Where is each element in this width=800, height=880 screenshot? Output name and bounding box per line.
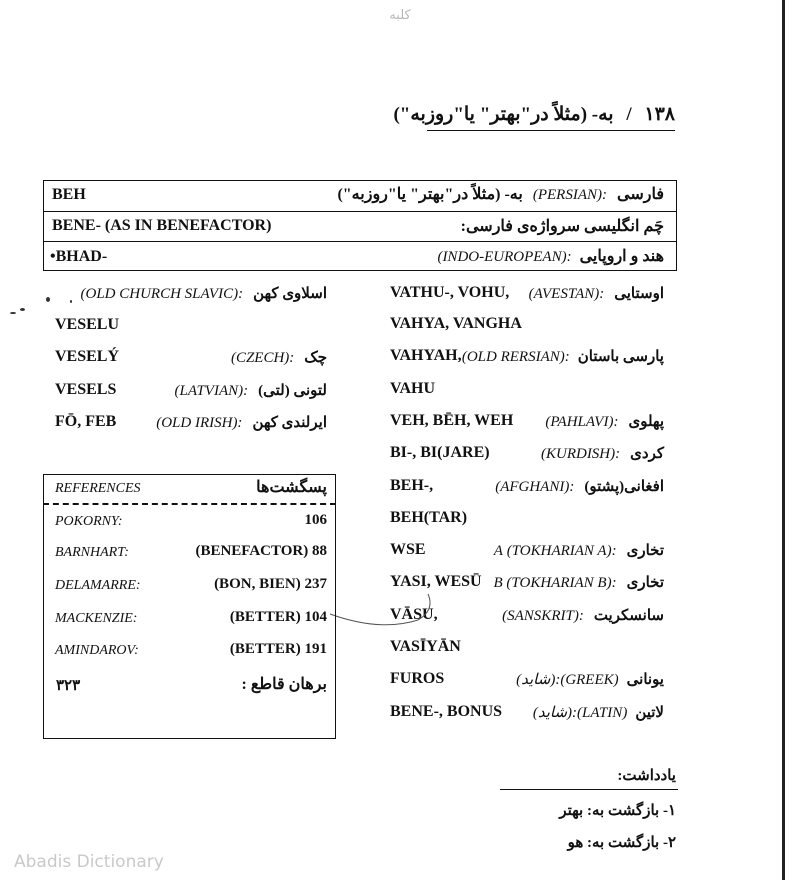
old-persian-entry xyxy=(462,347,664,366)
header-underline xyxy=(427,130,675,131)
persian-form: به- (مثلاً در"بهتر" یا"روزبه") xyxy=(337,186,523,203)
header-separator: / xyxy=(626,104,632,125)
right-cognate-word: VĀSU, xyxy=(390,606,438,623)
irish-lang: :(OLD IRISH) xyxy=(156,415,243,431)
pie-root: •BHAD- xyxy=(50,248,108,265)
page-header xyxy=(393,103,675,126)
right-cognate-word: VAHYA, VANGHA xyxy=(390,315,522,332)
page-number: ۱۳۸ xyxy=(644,104,675,125)
reference-name: AMINDAROV: xyxy=(55,643,139,658)
irish-label: ایرلندی کهن xyxy=(252,415,327,431)
sanskrit-entry xyxy=(502,606,664,625)
kurdish-label: کردی xyxy=(630,446,664,462)
czech-label: چک xyxy=(304,350,327,366)
tokharian-a-entry xyxy=(494,541,664,560)
burhan-value: ۳۲۳ xyxy=(56,678,81,694)
right-cognate-word: BEH-, xyxy=(390,477,434,494)
old-persian-lang: :(OLD RERSIAN) xyxy=(461,349,570,365)
ocs-header xyxy=(80,284,327,303)
afghani-entry xyxy=(495,477,664,496)
reference-name: POKORNY: xyxy=(55,514,123,529)
afghani-label: افغانی(پشتو) xyxy=(584,479,664,495)
right-cognate-word: BEH(TAR) xyxy=(390,509,468,526)
reference-value: (BETTER) 104 xyxy=(229,609,327,625)
notes-underline xyxy=(500,789,678,790)
right-cognate-word: VATHU-, VOHU, xyxy=(390,284,510,301)
note-item: ۱- بازگشت به: بهتر xyxy=(559,803,676,819)
left-cognate-word: VESELU xyxy=(55,316,120,333)
reference-name: MACKENZIE: xyxy=(55,611,138,626)
watermark: Abadis Dictionary xyxy=(14,852,164,872)
references-dashed-rule xyxy=(43,503,336,505)
page-edge-rule xyxy=(782,0,785,880)
latvian-lang: :(LATVIAN) xyxy=(174,383,249,399)
left-cognate-word: VESELÝ xyxy=(55,348,120,365)
irish-entry xyxy=(156,413,327,432)
persian-label: فارسی xyxy=(617,186,664,203)
right-cognate-word: BI-, BI(JARE) xyxy=(390,444,490,461)
pahlavi-entry xyxy=(545,412,664,431)
english-cognate-label: چَم انگلیسی سرواژه‌ی فارسی: xyxy=(460,218,664,235)
etymology-divider xyxy=(43,211,677,212)
note-item: ۲- بازگشت به: هو xyxy=(567,835,676,851)
reference-value: (BENEFACTOR) 88 xyxy=(195,543,327,559)
scan-speck xyxy=(46,297,50,302)
latvian-entry xyxy=(175,381,328,400)
czech-entry xyxy=(231,348,327,367)
pahlavi-label: پهلوی xyxy=(628,414,664,430)
notes-title: یادداشت: xyxy=(617,768,676,784)
latin-label: لاتین xyxy=(635,705,664,721)
latin-entry xyxy=(533,703,664,722)
greek-entry xyxy=(516,670,664,689)
old-persian-label: پارسی باستان xyxy=(577,349,664,365)
tokharian-a-label: تخاری xyxy=(626,543,664,559)
reference-value: (BETTER) 191 xyxy=(229,641,327,657)
latvian-label: لتونی (لتی) xyxy=(258,383,327,399)
ocs-label: اسلاوی کهن xyxy=(253,286,327,302)
pie-label: هند و اروپایی xyxy=(579,248,664,265)
left-cognate-word: FŌ, FEB xyxy=(55,413,117,430)
tokharian-a-lang: :(TOKHARIAN A) A xyxy=(493,543,617,559)
reference-name: DELAMARRE: xyxy=(55,578,141,593)
right-cognate-word: VEH, BĒH, WEH xyxy=(390,412,514,429)
czech-lang: :(CZECH) xyxy=(230,350,295,366)
ocs-lang: :(OLD CHURCH SLAVIC) xyxy=(80,286,244,302)
avestan-entry xyxy=(529,284,664,303)
references-title-en: REFERENCES xyxy=(55,481,141,496)
right-cognate-word: FUROS xyxy=(390,670,445,687)
right-cognate-word: BENE-, BONUS xyxy=(390,703,503,720)
pie-lang: :(INDO-EUROPEAN) xyxy=(437,249,572,265)
pencil-curve xyxy=(330,594,430,625)
persian-lang: :(PERSIAN) xyxy=(532,187,607,203)
reference-value: 106 xyxy=(304,512,327,528)
afghani-lang: :(AFGHANI) xyxy=(495,479,575,495)
greek-label: یونانی xyxy=(626,672,664,688)
sanskrit-label: سانسکریت xyxy=(593,608,664,624)
sanskrit-lang: :(SANSKRIT) xyxy=(502,608,584,624)
kurdish-entry xyxy=(541,444,664,463)
latin-lang: (LATIN):(شاید) xyxy=(532,705,628,721)
left-cognate-word: VESELS xyxy=(55,381,117,398)
english-cognate: BENE- (AS IN BENEFACTOR) xyxy=(52,217,272,234)
scan-speck xyxy=(20,308,25,311)
references-title-fa: پسگشت‌ها xyxy=(256,479,327,496)
persian-entry xyxy=(337,184,664,204)
pie-entry xyxy=(437,246,664,266)
scan-speck xyxy=(10,312,16,314)
tokharian-b-label: تخاری xyxy=(626,575,664,591)
burhan-label: برهان قاطع : xyxy=(241,676,327,693)
tokharian-b-lang: :(TOKHARIAN B) B xyxy=(493,575,617,591)
right-cognate-word: VASĪYĀN xyxy=(390,638,461,655)
reference-value: (BON, BIEN) 237 xyxy=(214,576,327,592)
right-cognate-word: VAHU xyxy=(390,380,436,397)
right-cognate-word: VAHYAH, xyxy=(390,347,462,364)
right-cognate-word: WSE xyxy=(390,541,426,558)
page-title: به- (مثلاً در"بهتر" یا"روزبه") xyxy=(393,104,614,125)
tokharian-b-entry xyxy=(494,573,665,592)
etymology-divider xyxy=(43,241,677,242)
right-cognate-word: YASI, WESŪ xyxy=(390,573,482,590)
reference-name: BARNHART: xyxy=(55,545,129,560)
greek-lang: (GREEK):(شاید) xyxy=(516,672,619,688)
avestan-label: اوستایی xyxy=(614,286,664,302)
persian-latin-form: BEH xyxy=(52,186,86,203)
top-site-label: کلبه xyxy=(389,8,411,23)
avestan-lang: :(AVESTAN) xyxy=(528,286,605,302)
kurdish-lang: :(KURDISH) xyxy=(540,446,621,462)
scan-speck xyxy=(70,300,72,303)
pahlavi-lang: :(PAHLAVI) xyxy=(545,414,619,430)
